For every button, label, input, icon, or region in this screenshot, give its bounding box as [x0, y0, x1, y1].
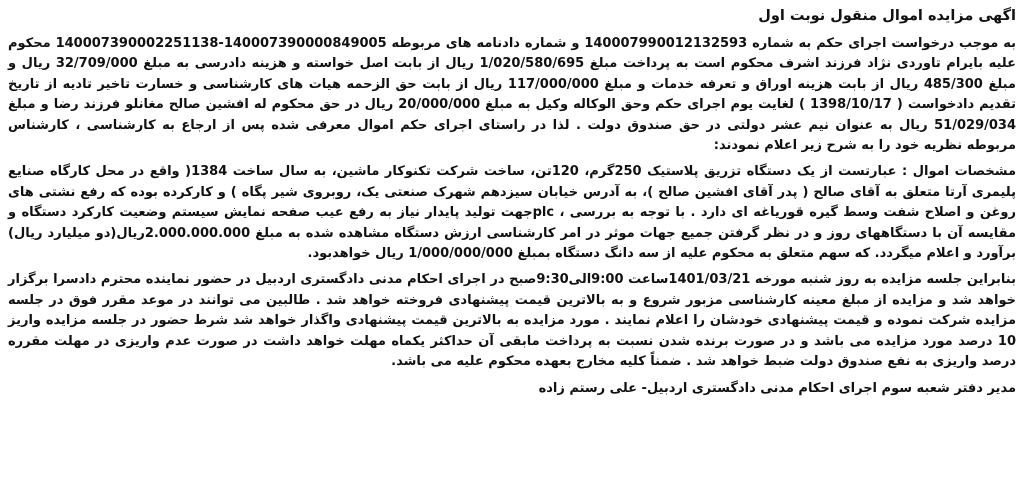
paragraph-auction-conditions: بنابراین جلسه مزایده به روز شنبه مورخه 1401/03/21ساعت 9:00الی9:30صبح در اجرای احکام مدنی دادگستری اردبیل در حضور نماینده محترم دادسرا برگزار خواهد شد و مزایده از مبلغ معینه کارشناسی مزبور شروع و به بالاترین قیمت پیشنهادی فروخته خواهد شد . طالبین می توانند در موعد مقرر فوق در جلسه مزایده شرکت نموده و قیمت پیشنهادی خودشان را اعلام نمایند . مورد مزایده به بالاترین قیمت پیشنهادی واگذار خواهد شد شرط حضور در جلسه مزایده واریز 10 درصد مورد مزایده می باشد و در صورت برنده شدن نسبت به پرداخت مابقی آن حداکثر یکماه مهلت خواهد داشت در صورت عدم واریزی در مهلت مقرره درصد واریزی به نفع صندوق دولت ضبط خواهد شد . ضمناً کلیه مخارج بعهده محکوم علیه می باشد. — [8, 272, 1016, 370]
notice-title: اگهی مزایده اموال منقول نوبت اول — [758, 8, 1016, 24]
signature-line: مدیر دفتر شعبه سوم اجرای احکام مدنی دادگستری اردبیل- علی رستم زاده — [538, 380, 1016, 396]
paragraph-judgment-details: به موجب درخواست اجرای حکم به شماره 140007990012132593 و شماره دادنامه های مربوطه 140007390000849005-140007390002251138 محکوم علیه بایرام تاوردی نژاد فرزند اشرف محکوم است به پرداخت مبلغ 1/020/580/695 ریال از بابت اصل خواسته و هزینه دادرسی به مبلغ 32/709/000 ریال و مبلغ 485/300 ریال از بابت هزینه اوراق و تعرفه خدمات و مبلغ 117/000/000 ریال از بابت حق الزحمه هیات های کارشناسی و خسارت تاخیر تادیه از تاریخ تقدیم دادخواست ( 1398/10/17 ) لغایت یوم اجرای حکم وحق الوکاله وکیل به مبلغ 20/000/000 ریال در حق محکوم له افشین صالح مغانلو فرزند رضا و مبلغ 51/029/034 ریال به عنوان نیم عشر دولتی در حق صندوق دولت . لذا در راستای اجرای حکم اموال معرفی شده پس از ارجاع به کارشناسی ، کارشناس مربوطه نظریه خود را به شرح زیر اعلام نمودند: — [8, 36, 1017, 154]
paragraph-property-specifications: مشخصات اموال : عبارتست از یک دستگاه تزریق پلاستیک 250گرم، 120تن، ساخت شرکت تکنوکار ماشین، به سال ساخت 1384( واقع در محل کارگاه صنایع پلیمری آرتا متعلق به آقای صالح ( پدر آقای افشین صالح )، به آدرس خیابان سیزدهم شهرک صنعتی یک، روبروی شیر پگاه ) و کارکرده بوده که رفع نشتی های روغن و اصلاح شفت وسط گیره قوریاغه ای دارد . با توجه به بررسی ، plcجهت تولید پایدار نیاز به رفع عیب صفحه نمایش سیستم وضعیت کارکرد دستگاه و مقایسه آن با دستگاههای روز و در نظر گرفتن جمیع جهات موثر در امر کارشناسی ارزش دستگاه مشاهده شده به مبلغ 2.000.000.000ریال(دو میلیارد ریال) برآورد و اعلام میگردد. که سهم متعلق به محکوم علیه از سه دانگ دستگاه بمبلغ 1/000/000/000 ریال خواهدبود. — [8, 164, 1016, 262]
